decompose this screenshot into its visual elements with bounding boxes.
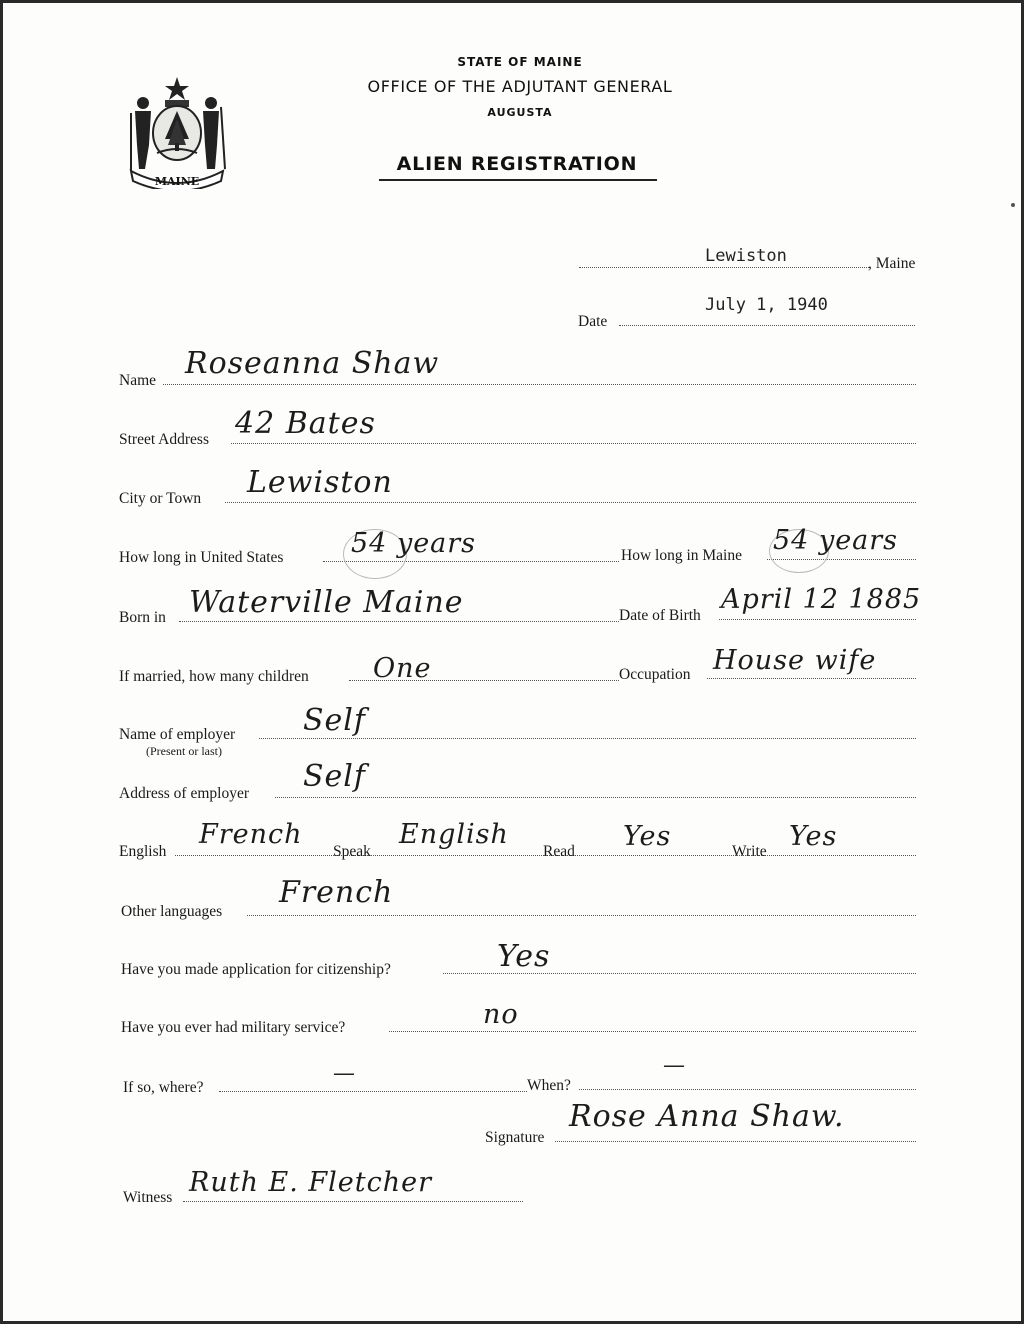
employer-address-line: [275, 797, 916, 798]
occupation-label: Occupation: [619, 666, 691, 683]
witness-label: Witness: [123, 1189, 173, 1206]
office-heading: OFFICE OF THE ADJUTANT GENERAL: [367, 77, 673, 96]
write-value: Yes: [789, 821, 838, 852]
read-value: Yes: [623, 821, 672, 852]
city-heading: AUGUSTA: [487, 106, 553, 119]
english-label: English: [119, 843, 167, 860]
name-value: Roseanna Shaw: [185, 346, 440, 381]
svg-text:MAINE: MAINE: [154, 175, 200, 188]
city-value: Lewiston: [247, 465, 393, 500]
place-value: Lewiston: [705, 246, 787, 266]
witness-value: Ruth E. Fletcher: [189, 1167, 433, 1198]
where-line: [219, 1091, 527, 1092]
born-in-value: Waterville Maine: [189, 585, 464, 620]
military-line: [389, 1031, 916, 1032]
witness-line: [183, 1201, 523, 1202]
date-value: July 1, 1940: [705, 295, 828, 315]
city-line: [225, 502, 916, 503]
form-title-block: [375, 153, 659, 175]
citizenship-label: Have you made application for citizenship?: [121, 961, 391, 978]
state-heading: STATE OF MAINE: [457, 55, 583, 69]
signature-value: Rose Anna Shaw.: [569, 1099, 845, 1134]
children-value: One: [373, 653, 432, 684]
employer-address-label: Address of employer: [119, 785, 249, 802]
place-line: [579, 267, 869, 268]
signature-line: [555, 1141, 916, 1142]
when-label: When?: [527, 1077, 571, 1094]
employer-line: [259, 738, 916, 739]
name-label: Name: [119, 372, 157, 389]
form-title: ALIEN REGISTRATION: [396, 153, 638, 175]
where-value: —: [333, 1061, 355, 1086]
children-label: If married, how many children: [119, 668, 309, 685]
form-sheet: [3, 3, 1021, 1321]
dob-label: Date of Birth: [619, 607, 701, 624]
employer-address-value: Self: [303, 759, 367, 794]
scan-mark: [1011, 203, 1015, 207]
speak-value: English: [399, 819, 509, 850]
street-line: [231, 443, 916, 444]
other-languages-line: [247, 915, 916, 916]
maine-years-label: How long in Maine: [621, 547, 742, 564]
street-value: 42 Bates: [235, 406, 376, 441]
dob-line: [719, 619, 916, 620]
street-label: Street Address: [119, 431, 209, 448]
military-label: Have you ever had military service?: [121, 1019, 346, 1036]
occupation-line: [707, 678, 916, 679]
place-suffix: , Maine: [868, 255, 916, 272]
us-years-value: 54 years: [351, 528, 477, 559]
write-label: Write: [732, 843, 767, 860]
signature-label: Signature: [485, 1129, 545, 1146]
dob-value: April 12 1885: [721, 584, 922, 615]
date-label: Date: [578, 313, 608, 330]
citizenship-value: Yes: [497, 939, 551, 974]
speak-label: Speak: [333, 843, 371, 860]
us-years-label: How long in United States: [119, 549, 284, 566]
city-label: City or Town: [119, 490, 202, 507]
born-in-line: [179, 621, 619, 622]
employer-sublabel: (Present or last): [146, 744, 222, 758]
born-in-label: Born in: [119, 609, 166, 626]
other-languages-label: Other languages: [121, 903, 223, 920]
where-label: If so, where?: [123, 1079, 204, 1096]
when-line: [579, 1089, 916, 1090]
english-value: French: [199, 819, 303, 850]
name-line: [163, 384, 916, 385]
employer-value: Self: [303, 703, 367, 738]
occupation-value: House wife: [713, 645, 877, 676]
title-underline: [379, 179, 657, 181]
other-languages-value: French: [279, 875, 394, 910]
employer-label: Name of employer: [119, 726, 236, 743]
when-value: —: [663, 1053, 685, 1078]
maine-years-value: 54 years: [773, 525, 899, 556]
read-label: Read: [543, 843, 575, 860]
date-line: [619, 325, 915, 326]
military-value: no: [483, 999, 519, 1030]
